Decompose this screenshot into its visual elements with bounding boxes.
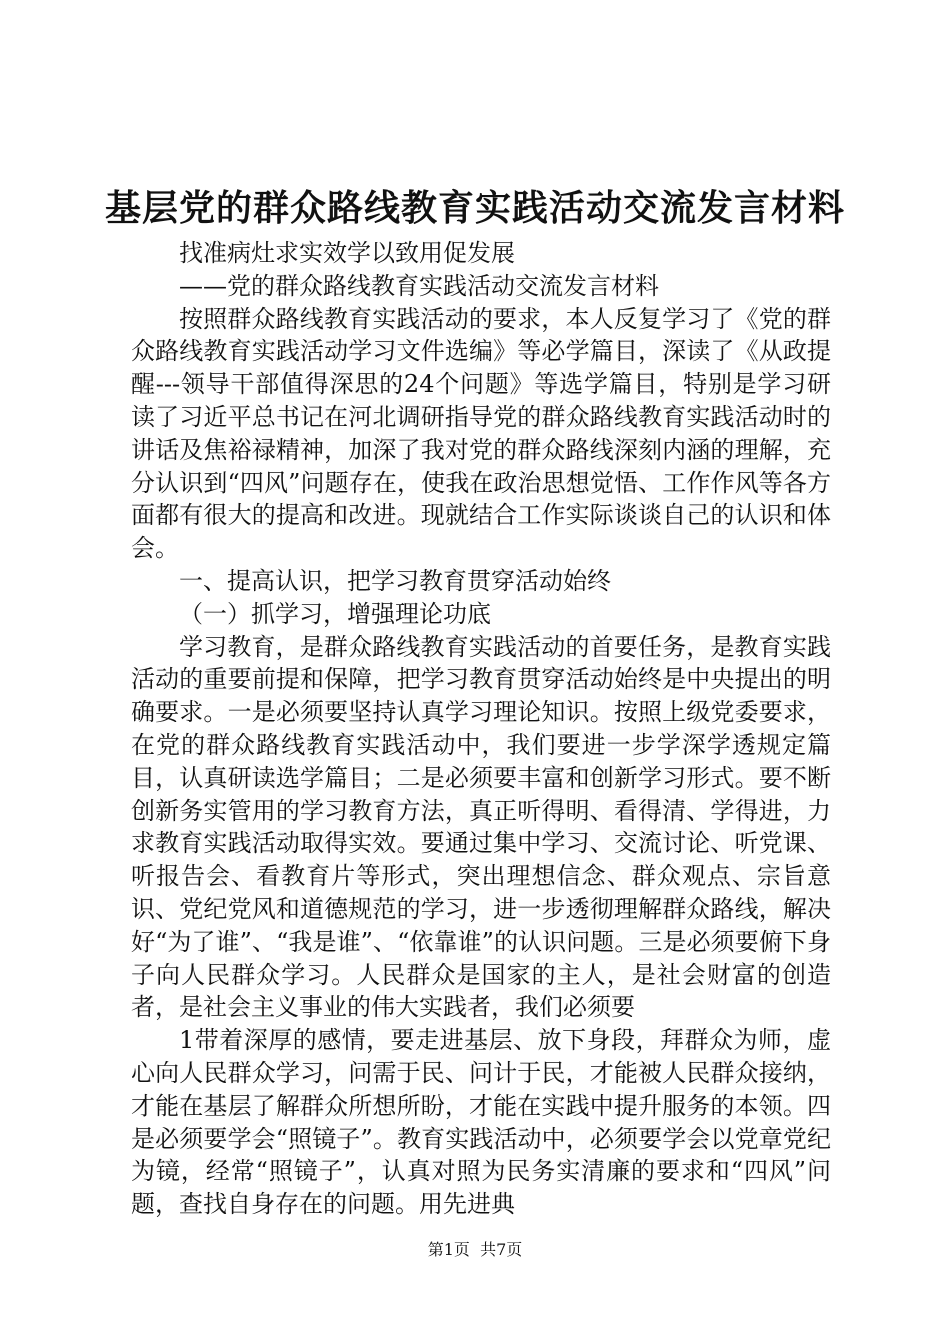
document-title: 基层党的群众路线教育实践活动交流发言材料 [104,188,845,229]
subsection-heading: （一）抓学习，增强理论功底 [179,599,491,628]
subtitle-line: 找准病灶求实效学以致用促发展 [179,239,515,267]
body-paragraph: 学习教育，是群众路线教育实践活动的首要任务，是教育实践活动的重要前提和保障，把学习教育贯穿活动始终是中央提出的明确要求。一是必须要坚持认真学习理论知识。按照上级党委要求，在党的群众路线教育实践活动中，我们要进一步学深学透规定篇目，认真研读选学篇目；二是必须要丰富和创新学习形式。要不断创新务实管用的学习教育方法，真正听得明、看得清、学得进，力求教育实践活动取得实效。要通过集中学习、交流讨论、听党课、听报告会、看教育片等形式，突出理想信念、群众观点、宗旨意识、党纪党风和道德规范的学习，进一步透彻理解群众路线，解决好“为了谁”、“我是谁”、“依靠谁”的认识问题。三是必须要俯下身子向人民群众学习。人民群众是国家的主人，是社会财富的创造者，是社会主义事业的伟大实践者，我们必须要 [131,632,831,1022]
document-body [131,237,831,1221]
section-heading: 一、提高认识，把学习教育贯穿活动始终 [179,566,611,595]
body-paragraph: 按照群众路线教育实践活动的要求，本人反复学习了《党的群众路线教育实践活动学习文件选编》等必学篇目，深读了《从政提醒---领导干部值得深思的24个问题》等选学篇目，特别是学习研读了习近平总书记在河北调研指导党的群众路线教育实践活动时的讲话及焦裕禄精神，加深了我对党的群众路线深刻内涵的理解，充分认识到“四风”问题存在，使我在政治思想觉悟、工作作风等各方面都有很大的提高和改进。现就结合工作实际谈谈自己的认识和体会。 [131,304,831,563]
subtitle-line: ——党的群众路线教育实践活动交流发言材料 [179,271,659,300]
page-footer: 第1页 共7页 [427,1240,523,1259]
body-paragraph: 1带着深厚的感情，要走进基层、放下身段，拜群众为师，虚心向人民群众学习，问需于民、问计于民，才能被人民群众接纳，才能在基层了解群众所想所盼，才能在实践中提升服务的本领。四是必须要学会“照镜子”。教育实践活动中，必须要学会以党章党纪为镜，经常“照镜子”，认真对照为民务实清廉的要求和“四风”问题，查找自身存在的问题。用先进典 [131,1026,831,1219]
